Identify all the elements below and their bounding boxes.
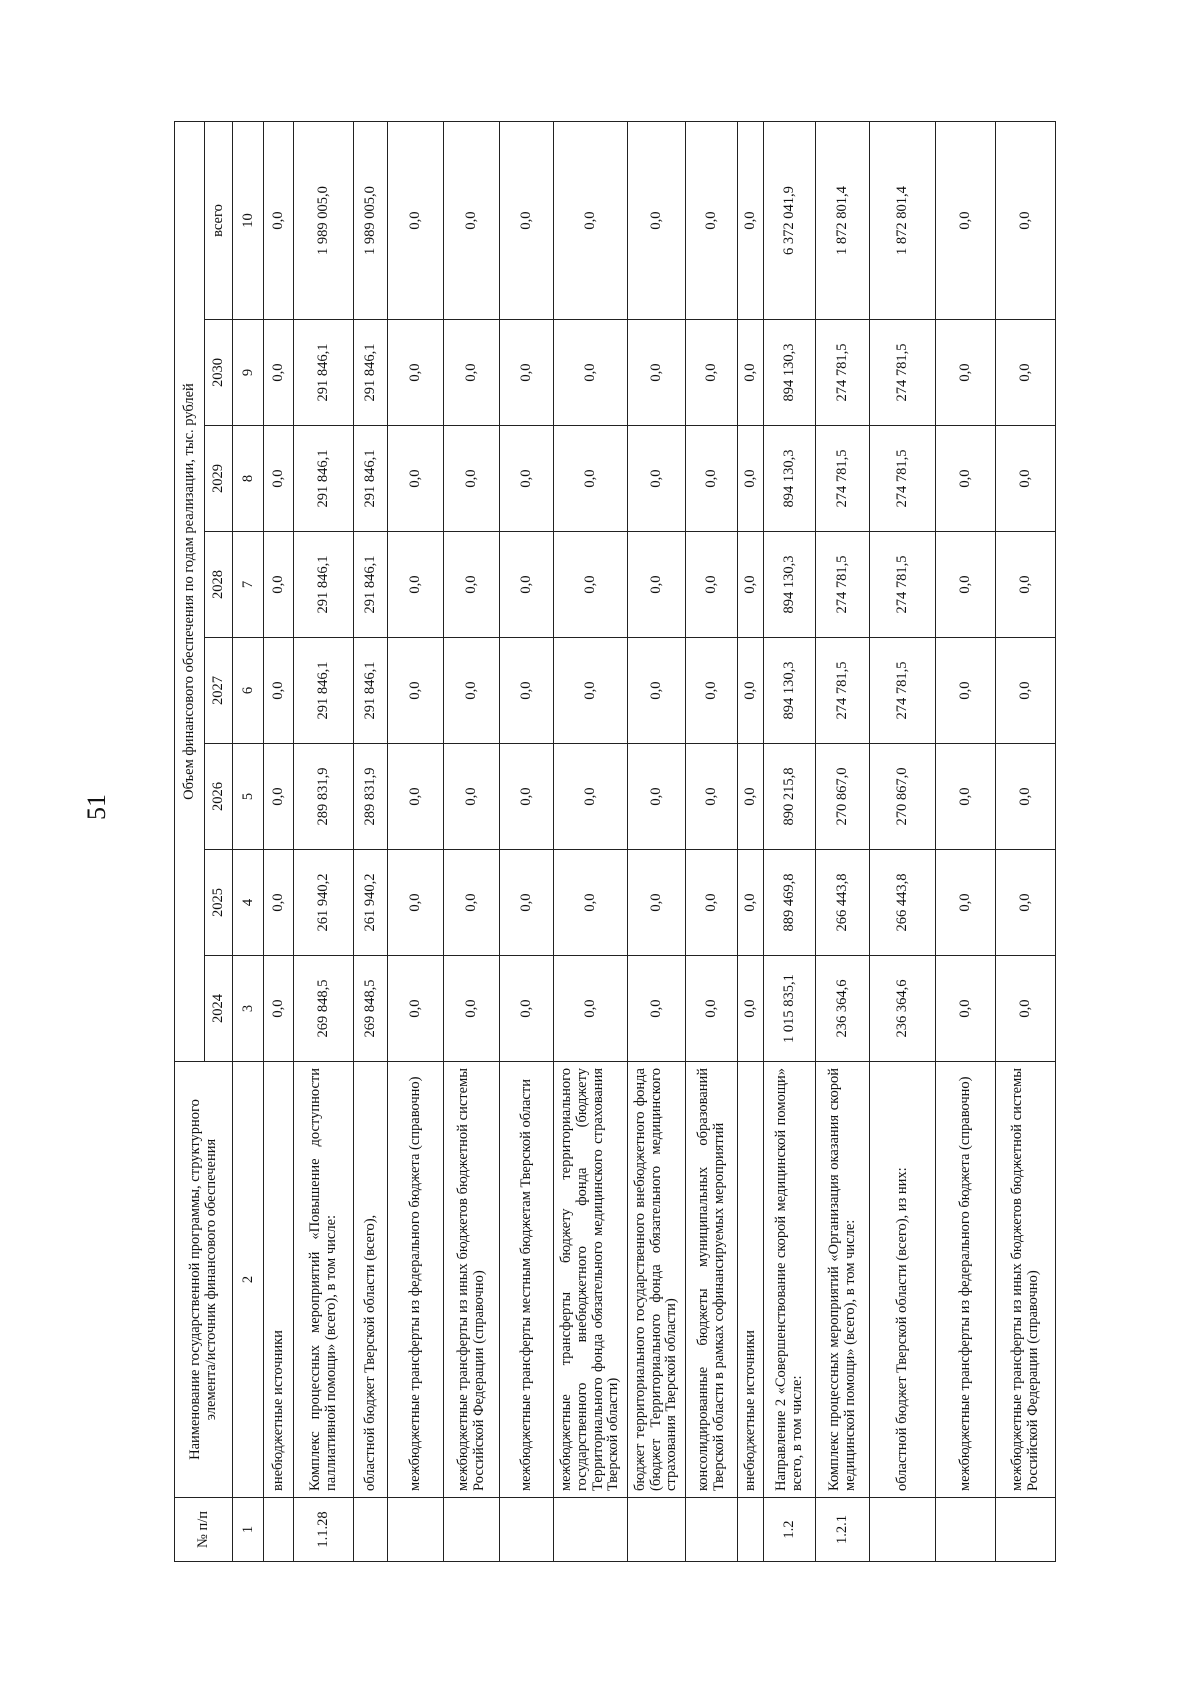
row-value: 291 846,1 — [294, 320, 354, 426]
table-row — [870, 121, 936, 1561]
header-year: 2027 — [205, 638, 233, 744]
row-value: 0,0 — [500, 320, 554, 426]
row-name: Комплекс процессных мероприятий «Повышение доступности паллиативной помощи» (всего), в том числе: — [294, 1062, 354, 1498]
row-value: 890 215,8 — [764, 744, 816, 850]
table-body — [264, 121, 1056, 1561]
row-value: 0,0 — [264, 320, 294, 426]
row-value: 0,0 — [388, 320, 444, 426]
row-number: 1.1.28 — [294, 1498, 354, 1562]
row-value: 0,0 — [264, 850, 294, 956]
row-value: 270 867,0 — [816, 744, 870, 850]
row-value: 274 781,5 — [870, 638, 936, 744]
row-value: 0,0 — [500, 850, 554, 956]
row-name: межбюджетные трансферты из федерального бюджета (справочно) — [388, 1062, 444, 1498]
row-total: 0,0 — [554, 121, 628, 319]
row-value: 894 130,3 — [764, 638, 816, 744]
row-value: 0,0 — [686, 638, 738, 744]
row-value: 274 781,5 — [870, 532, 936, 638]
row-value: 291 846,1 — [294, 532, 354, 638]
row-value: 289 831,9 — [294, 744, 354, 850]
column-index: 6 — [233, 638, 264, 744]
row-value: 0,0 — [996, 426, 1056, 532]
row-value: 0,0 — [444, 320, 500, 426]
row-number — [554, 1498, 628, 1562]
row-number — [686, 1498, 738, 1562]
column-index: 8 — [233, 426, 264, 532]
row-value: 0,0 — [996, 956, 1056, 1062]
row-value: 0,0 — [500, 426, 554, 532]
row-name: межбюджетные трансферты бюджету территориального государственного внебюджетного фонда (бюджету Территориального фонда обязательного медицинского страхования Тверской области) — [554, 1062, 628, 1498]
row-name: Направление 2 «Совершенствование скорой медицинской помощи» всего, в том числе: — [764, 1062, 816, 1498]
row-value: 0,0 — [936, 320, 996, 426]
row-value: 261 940,2 — [354, 850, 388, 956]
row-total: 0,0 — [628, 121, 686, 319]
row-value: 0,0 — [264, 638, 294, 744]
row-value: 0,0 — [738, 426, 764, 532]
table-row — [294, 121, 354, 1561]
row-value: 0,0 — [738, 956, 764, 1062]
row-number — [444, 1498, 500, 1562]
header-no: № п/п — [175, 1498, 233, 1562]
row-value: 0,0 — [686, 744, 738, 850]
row-value: 0,0 — [264, 532, 294, 638]
header-name: Наименование государственной программы, структурного элемента/источник финансового обеспечения — [175, 1062, 233, 1498]
row-name: Комплекс процессных мероприятий «Организация оказания скорой медицинской помощи» (всего), в том числе: — [816, 1062, 870, 1498]
row-value: 0,0 — [936, 638, 996, 744]
row-value: 0,0 — [628, 426, 686, 532]
row-total: 0,0 — [388, 121, 444, 319]
row-value: 0,0 — [738, 532, 764, 638]
row-value: 0,0 — [388, 638, 444, 744]
row-value: 291 846,1 — [354, 426, 388, 532]
row-value: 291 846,1 — [354, 532, 388, 638]
row-name: консолидированные бюджеты муниципальных образований Тверской области в рамках софинансируемых мероприятий — [686, 1062, 738, 1498]
row-name: межбюджетные трансферты из федерального бюджета (справочно) — [936, 1062, 996, 1498]
row-value: 0,0 — [628, 638, 686, 744]
column-index: 3 — [233, 956, 264, 1062]
row-total: 6 372 041,9 — [764, 121, 816, 319]
finance-table — [174, 121, 1056, 1562]
row-value: 0,0 — [554, 320, 628, 426]
table-row — [628, 121, 686, 1561]
row-value: 0,0 — [628, 744, 686, 850]
row-value: 0,0 — [936, 956, 996, 1062]
column-index-row — [233, 121, 264, 1561]
row-value: 266 443,8 — [870, 850, 936, 956]
column-index: 7 — [233, 532, 264, 638]
row-value: 291 846,1 — [294, 638, 354, 744]
row-total: 0,0 — [686, 121, 738, 319]
table-row — [686, 121, 738, 1561]
row-name: межбюджетные трансферты из иных бюджетов бюджетной системы Российской Федерации (справочно) — [996, 1062, 1056, 1498]
row-value: 0,0 — [686, 320, 738, 426]
row-name: межбюджетные трансферты из иных бюджетов бюджетной системы Российской Федерации (справочно) — [444, 1062, 500, 1498]
row-value: 894 130,3 — [764, 426, 816, 532]
row-value: 269 848,5 — [354, 956, 388, 1062]
row-value: 0,0 — [738, 850, 764, 956]
table-row — [444, 121, 500, 1561]
row-value: 0,0 — [936, 426, 996, 532]
row-value: 0,0 — [936, 532, 996, 638]
row-number — [354, 1498, 388, 1562]
row-value: 291 846,1 — [354, 638, 388, 744]
row-total: 0,0 — [444, 121, 500, 319]
row-value: 274 781,5 — [870, 426, 936, 532]
row-value: 261 940,2 — [294, 850, 354, 956]
column-index: 10 — [233, 121, 264, 319]
row-total: 1 872 801,4 — [816, 121, 870, 319]
row-number — [264, 1498, 294, 1562]
row-value: 0,0 — [388, 744, 444, 850]
row-value: 0,0 — [388, 426, 444, 532]
row-value: 0,0 — [264, 426, 294, 532]
table-row — [738, 121, 764, 1561]
row-name: областной бюджет Тверской области (всего), — [354, 1062, 388, 1498]
row-value: 0,0 — [264, 956, 294, 1062]
row-value: 0,0 — [996, 638, 1056, 744]
row-value: 0,0 — [628, 956, 686, 1062]
table-row — [500, 121, 554, 1561]
row-name: межбюджетные трансферты местным бюджетам Тверской области — [500, 1062, 554, 1498]
row-number — [936, 1498, 996, 1562]
row-name: областной бюджет Тверской области (всего), из них: — [870, 1062, 936, 1498]
row-number — [870, 1498, 936, 1562]
header-year: 2026 — [205, 744, 233, 850]
header-year: 2028 — [205, 532, 233, 638]
table-row — [264, 121, 294, 1561]
column-index: 4 — [233, 850, 264, 956]
row-value: 0,0 — [936, 744, 996, 850]
table-row — [816, 121, 870, 1561]
row-value: 0,0 — [444, 744, 500, 850]
row-total: 1 989 005,0 — [354, 121, 388, 319]
column-index: 9 — [233, 320, 264, 426]
row-value: 269 848,5 — [294, 956, 354, 1062]
column-index: 5 — [233, 744, 264, 850]
row-value: 274 781,5 — [816, 638, 870, 744]
row-value: 274 781,5 — [816, 426, 870, 532]
row-value: 274 781,5 — [870, 320, 936, 426]
row-value: 0,0 — [996, 744, 1056, 850]
header-total: всего — [205, 121, 233, 319]
row-value: 0,0 — [554, 956, 628, 1062]
row-total: 0,0 — [996, 121, 1056, 319]
row-value: 0,0 — [686, 532, 738, 638]
row-number — [996, 1498, 1056, 1562]
row-value: 236 364,6 — [870, 956, 936, 1062]
row-value: 0,0 — [554, 638, 628, 744]
page-number: 51 — [82, 794, 111, 820]
header-year: 2029 — [205, 426, 233, 532]
row-total: 0,0 — [500, 121, 554, 319]
row-value: 266 443,8 — [816, 850, 870, 956]
row-total: 1 872 801,4 — [870, 121, 936, 319]
row-value: 0,0 — [738, 744, 764, 850]
table-row — [764, 121, 816, 1561]
row-value: 236 364,6 — [816, 956, 870, 1062]
table-row — [554, 121, 628, 1561]
row-value: 0,0 — [554, 850, 628, 956]
row-value: 0,0 — [444, 956, 500, 1062]
row-value: 0,0 — [686, 850, 738, 956]
table-row — [388, 121, 444, 1561]
table-row — [936, 121, 996, 1561]
row-value: 0,0 — [686, 956, 738, 1062]
row-name: внебюджетные источники — [264, 1062, 294, 1498]
row-number — [738, 1498, 764, 1562]
row-value: 0,0 — [500, 744, 554, 850]
row-value: 0,0 — [936, 850, 996, 956]
row-value: 0,0 — [500, 638, 554, 744]
row-value: 0,0 — [444, 850, 500, 956]
row-value: 291 846,1 — [294, 426, 354, 532]
row-name: внебюджетные источники — [738, 1062, 764, 1498]
row-value: 0,0 — [444, 638, 500, 744]
row-total: 1 989 005,0 — [294, 121, 354, 319]
row-value: 0,0 — [554, 744, 628, 850]
row-value: 274 781,5 — [816, 532, 870, 638]
row-number — [500, 1498, 554, 1562]
row-value: 894 130,3 — [764, 320, 816, 426]
row-value: 889 469,8 — [764, 850, 816, 956]
row-value: 0,0 — [388, 956, 444, 1062]
row-value: 289 831,9 — [354, 744, 388, 850]
row-value: 894 130,3 — [764, 532, 816, 638]
row-value: 0,0 — [388, 850, 444, 956]
table-row — [996, 121, 1056, 1561]
table-row — [354, 121, 388, 1561]
row-value: 0,0 — [738, 320, 764, 426]
header-volume: Объем финансового обеспечения по годам реализации, тыс. рублей — [175, 121, 205, 1061]
row-value: 0,0 — [628, 850, 686, 956]
row-value: 0,0 — [738, 638, 764, 744]
row-value: 274 781,5 — [816, 320, 870, 426]
row-value: 0,0 — [444, 532, 500, 638]
header-year: 2025 — [205, 850, 233, 956]
header-year: 2024 — [205, 956, 233, 1062]
row-number: 1.2.1 — [816, 1498, 870, 1562]
header-year: 2030 — [205, 320, 233, 426]
row-number: 1.2 — [764, 1498, 816, 1562]
row-value: 0,0 — [500, 532, 554, 638]
row-number — [388, 1498, 444, 1562]
row-value: 0,0 — [628, 532, 686, 638]
rotated-table-container — [174, 122, 1056, 1562]
row-total: 0,0 — [936, 121, 996, 319]
row-total: 0,0 — [264, 121, 294, 319]
row-number — [628, 1498, 686, 1562]
row-value: 0,0 — [554, 532, 628, 638]
row-value: 0,0 — [996, 532, 1056, 638]
row-value: 270 867,0 — [870, 744, 936, 850]
row-value: 0,0 — [686, 426, 738, 532]
row-value: 0,0 — [996, 320, 1056, 426]
row-value: 291 846,1 — [354, 320, 388, 426]
row-value: 0,0 — [996, 850, 1056, 956]
table-header — [175, 121, 264, 1561]
row-value: 0,0 — [388, 532, 444, 638]
column-index: 1 — [233, 1498, 264, 1562]
row-total: 0,0 — [738, 121, 764, 319]
row-name: бюджет территориального государственного внебюджетного фонда (бюджет Территориального фонда обязательного медицинского страхования Тверской области) — [628, 1062, 686, 1498]
row-value: 0,0 — [500, 956, 554, 1062]
row-value: 0,0 — [554, 426, 628, 532]
row-value: 0,0 — [628, 320, 686, 426]
row-value: 0,0 — [444, 426, 500, 532]
row-value: 0,0 — [264, 744, 294, 850]
column-index: 2 — [233, 1062, 264, 1498]
row-value: 1 015 835,1 — [764, 956, 816, 1062]
